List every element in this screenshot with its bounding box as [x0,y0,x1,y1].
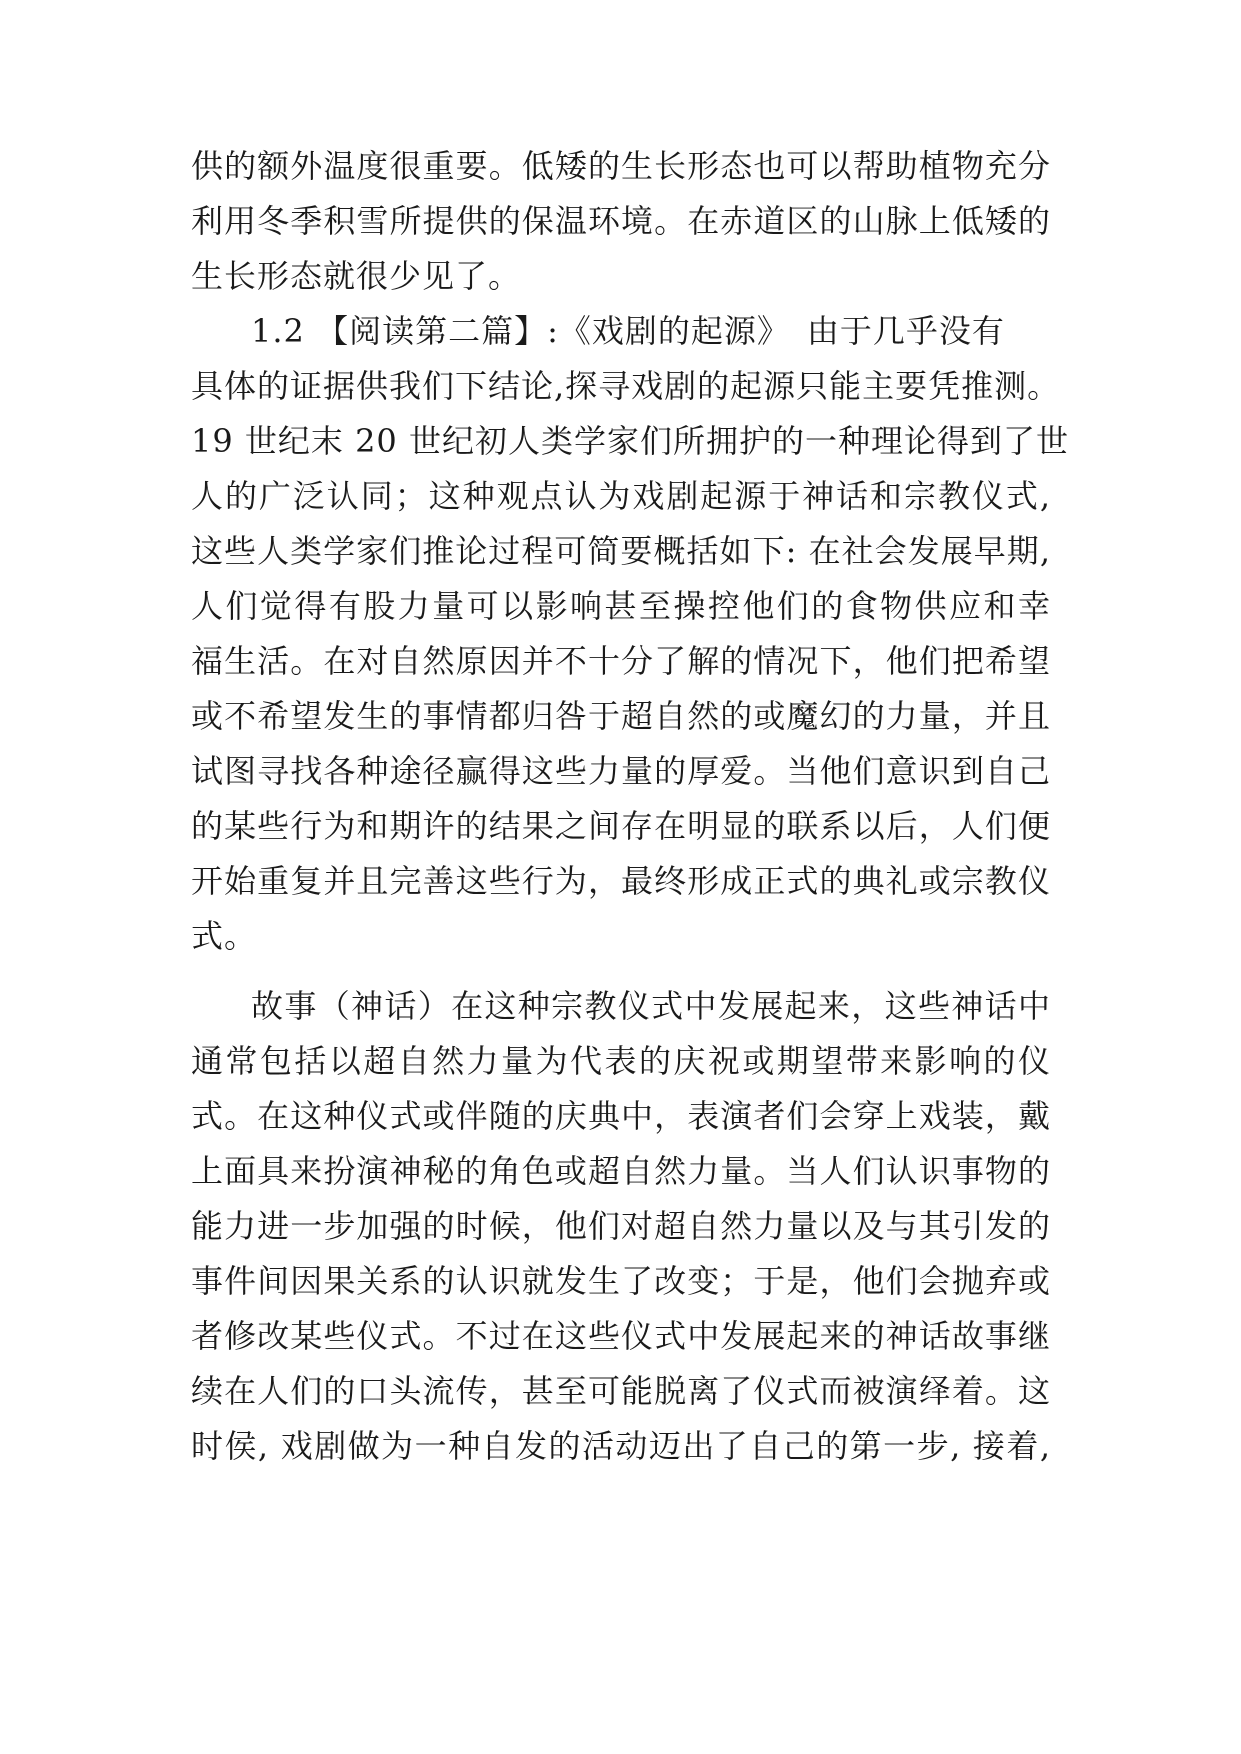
text-line: 通常包括以超自然力量为代表的庆祝或期望带来影响的仪 [191,1042,1051,1080]
text-line: 供的额外温度很重要。低矮的生长形态也可以帮助植物充分 [191,147,1051,185]
text-line: 时侯, 戏剧做为一种自发的活动迈出了自己的第一步, 接着, [191,1427,1051,1465]
text-line: 试图寻找各种途径赢得这些力量的厚爱。当他们意识到自己 [191,752,1051,790]
text-line: 利用冬季积雪所提供的保温环境。在赤道区的山脉上低矮的 [191,202,1051,240]
text-line: 生长形态就很少见了。 [191,257,522,295]
text-line: 开始重复并且完善这些行为，最终形成正式的典礼或宗教仪 [191,862,1051,900]
section-heading-line: 1.2 【阅读第二篇】:《戏剧的起源》 由于几乎没有 [251,312,1005,350]
text-line: 福生活。在对自然原因并不十分了解的情况下，他们把希望 [191,642,1051,680]
text-line: 式。在这种仪式或伴随的庆典中，表演者们会穿上戏装，戴 [191,1097,1051,1135]
text-line: 或不希望发生的事情都归咎于超自然的或魔幻的力量，并且 [191,697,1051,735]
text-line: 式。 [191,917,258,955]
text-line: 19 世纪末 20 世纪初人类学家们所拥护的一种理论得到了世 [191,422,1069,460]
text-line: 续在人们的口头流传，甚至可能脱离了仪式而被演绎着。这 [191,1372,1051,1410]
text-line: 具体的证据供我们下结论,探寻戏剧的起源只能主要凭推测。 [191,367,1061,405]
paragraph-first-line: 故事（神话）在这种宗教仪式中发展起来，这些神话中 [251,987,1051,1025]
text-line: 人们觉得有股力量可以影响甚至操控他们的食物供应和幸 [191,587,1051,625]
text-line: 人的广泛认同；这种观点认为戏剧起源于神话和宗教仪式, [191,477,1051,515]
text-line: 者修改某些仪式。不过在这些仪式中发展起来的神话故事继 [191,1317,1051,1355]
text-line: 能力进一步加强的时候，他们对超自然力量以及与其引发的 [191,1207,1051,1245]
text-line: 事件间因果关系的认识就发生了改变；于是，他们会抛弃或 [191,1262,1051,1300]
text-line: 上面具来扮演神秘的角色或超自然力量。当人们认识事物的 [191,1152,1051,1190]
text-line: 的某些行为和期许的结果之间存在明显的联系以后，人们便 [191,807,1051,845]
text-line: 这些人类学家们推论过程可简要概括如下: 在社会发展早期, [191,532,1051,570]
